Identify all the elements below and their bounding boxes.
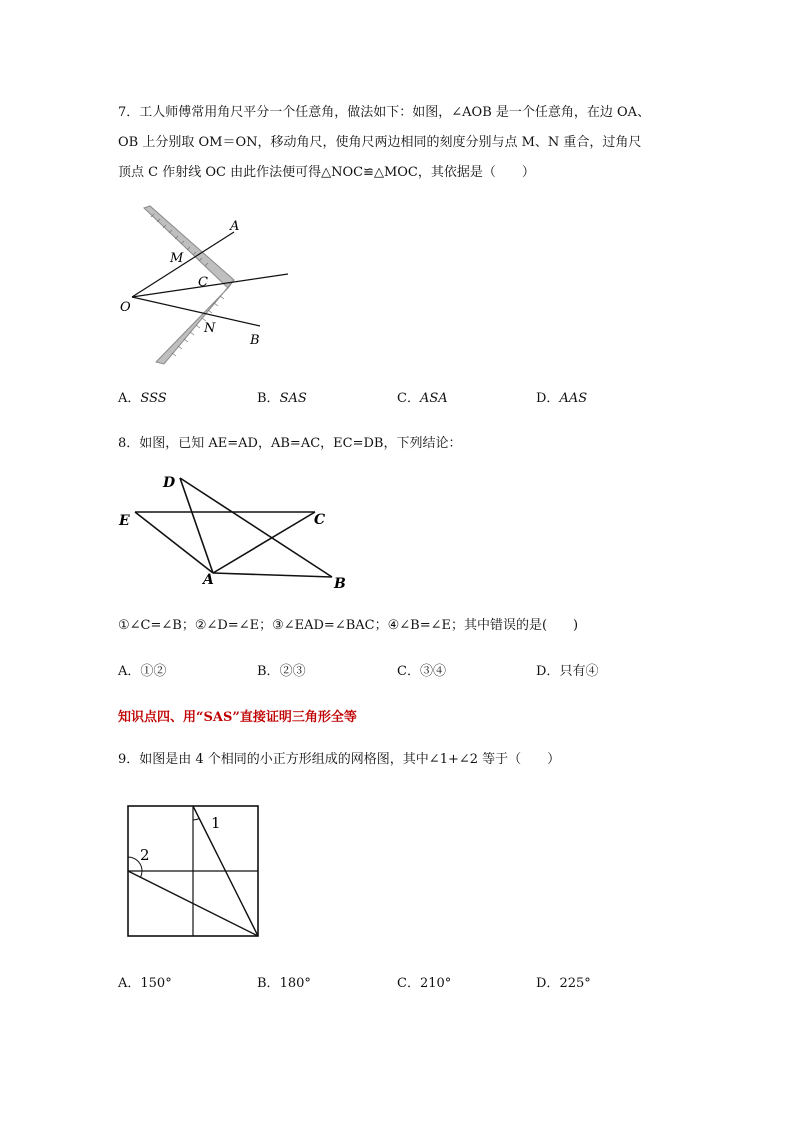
q7-line-3: 顶点 C 作射线 OC 由此作法便可得△NOC≌△MOC，其依据是（ ） [118, 165, 535, 180]
label-angle-2: 2 [140, 846, 150, 864]
label-M: M [170, 251, 184, 266]
q8-triangles-figure [110, 470, 360, 595]
q8-conclusions: ①∠C=∠B；②∠D=∠E；③∠EAD=∠BAC；④∠B=∠E；其中错误的是( ) [118, 618, 579, 633]
angle-1-arc [193, 819, 199, 821]
q7-line-1: 7．工人师傅常用角尺平分一个任意角，做法如下：如图，∠AOB 是一个任意角，在边 OA、 [118, 105, 651, 120]
section-heading: 知识点四、用“SAS”直接证明三角形全等 [118, 710, 357, 725]
label-A: A [230, 219, 240, 234]
q8-option-b[interactable]: B．②③ [257, 664, 306, 679]
q9-option-b[interactable]: B．180° [257, 976, 311, 991]
q9-option-d[interactable]: D．225° [536, 976, 591, 991]
ray-oc [132, 274, 288, 297]
label-B: B [250, 333, 260, 348]
label-A: A [203, 572, 214, 588]
label-E: E [119, 513, 130, 529]
ruler-lower-arm [156, 280, 234, 364]
q8-line-1: 8．如图，已知 AE=AD，AB=AC，EC=DB，下列结论： [118, 436, 462, 451]
q7-line-2: OB 上分别取 OM＝ON，移动角尺，使角尺两边相同的刻度分别与点 M、N 重合，过角尺 [118, 135, 642, 150]
q9-grid-figure [120, 798, 270, 948]
label-N: N [204, 321, 216, 336]
q7-option-d[interactable]: D．AAS [536, 391, 588, 406]
q8-option-d[interactable]: D．只有④ [536, 664, 599, 679]
label-angle-1: 1 [211, 814, 221, 832]
label-D: D [163, 475, 176, 491]
q7-option-c[interactable]: C．ASA [397, 391, 448, 406]
q8-option-c[interactable]: C．③④ [397, 664, 446, 679]
label-C: C [198, 275, 208, 290]
q7-angle-ruler-figure [110, 200, 310, 370]
ruler-upper-arm [144, 206, 234, 288]
label-B: B [334, 576, 346, 592]
q9-line-1: 9．如图是由 4 个相同的小正方形组成的网格图，其中∠1+∠2 等于（ ） [118, 752, 561, 767]
q8-option-a[interactable]: A．①② [118, 664, 167, 679]
q9-option-c[interactable]: C．210° [397, 976, 452, 991]
q9-option-a[interactable]: A．150° [118, 976, 172, 991]
label-O: O [120, 300, 131, 315]
q7-option-a[interactable]: A．SSS [118, 391, 167, 406]
q7-option-b[interactable]: B．SAS [257, 391, 307, 406]
label-C: C [314, 512, 326, 528]
